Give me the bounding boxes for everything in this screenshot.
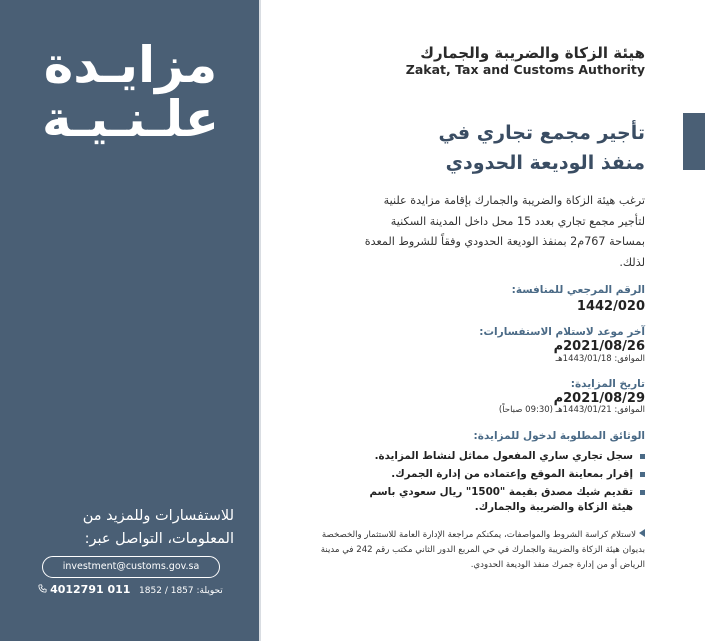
bullet-icon xyxy=(640,490,645,495)
terms-note-text: لاستلام كراسة الشروط والمواصفات، يمكنكم مراجعة الإدارة العامة للاستثمار والخصخصة بديوان هيئة الزكاة والضريبة والجمارك في حي المربع الدور الثاني مكتب رقم 242 في مدينة الرياض أو من إدارة جمرك منفذ الوديعة الحدودي. xyxy=(320,530,645,570)
headline-line1: تأجير مجمع تجاري في xyxy=(438,122,645,144)
bullet-icon xyxy=(640,472,645,477)
phone-number[interactable]: 011 4012791 xyxy=(50,583,131,596)
authority-name-arabic: هيئة الزكاة والضريبة والجمارك xyxy=(420,44,645,62)
headline xyxy=(438,118,645,178)
accent-bar xyxy=(683,113,705,170)
documents-list xyxy=(345,449,645,518)
inquiry-deadline-hijri: الموافق: 1443/01/18هـ xyxy=(555,354,645,364)
contact-line1: للاستفسارات وللمزيد من xyxy=(82,508,234,524)
inquiry-deadline-date: 2021/08/26م xyxy=(553,339,645,354)
authority-name-english: Zakat, Tax and Customs Authority xyxy=(405,62,645,77)
auction-title-line2: علـنـيـة xyxy=(42,90,219,148)
contact-line2: المعلومات، التواصل عبر: xyxy=(84,531,234,547)
triangle-marker-icon xyxy=(639,529,645,537)
terms-note xyxy=(315,528,645,573)
contact-text xyxy=(14,505,234,551)
headline-line2: منفذ الوديعة الحدودي xyxy=(445,152,645,174)
auction-date-label: تاريخ المزايدة: xyxy=(570,378,645,390)
inquiry-deadline-label: آخر موعد لاستلام الاستفسارات: xyxy=(479,326,645,338)
list-item: سجل تجاري ساري المفعول مماثل لنشاط المزايدة. xyxy=(345,449,645,464)
bullet-icon xyxy=(640,454,645,459)
auction-date: 2021/08/29م xyxy=(553,391,645,406)
extension-text: تحويلة: 1857 / 1852 xyxy=(139,586,223,596)
reference-label: الرقم المرجعي للمنافسة: xyxy=(511,284,645,296)
phone-row xyxy=(8,583,253,596)
list-item: إقرار بمعاينة الموقع وإعتماده من إدارة الجمرك. xyxy=(345,467,645,482)
intro-paragraph: ترغب هيئة الزكاة والضريبة والجمارك بإقامة مزايدة علنية لتأجير مجمع تجاري بعدد 15 محل داخل المدينة السكنية بمساحة 767م2 بمنفذ الوديعة الحدودي وفقاً للشروط المعدة لذلك. xyxy=(364,194,645,269)
reference-value: 1442/020 xyxy=(576,299,645,314)
auction-date-hijri: الموافق: 1443/01/21هـ (09:30 صباحاً) xyxy=(498,405,645,415)
email-link[interactable]: investment@customs.gov.sa xyxy=(42,556,220,578)
phone-icon xyxy=(38,584,47,593)
auction-title-line1: مزايـدة xyxy=(43,36,218,94)
panel-divider xyxy=(259,0,261,641)
left-panel xyxy=(0,0,259,641)
list-item: تقديم شيك مصدق بقيمة "1500" ريال سعودي باسم هيئة الزكاة والضريبة والجمارك. xyxy=(345,485,645,515)
documents-label: الوثائق المطلوبة لدخول للمزايدة: xyxy=(473,430,645,442)
